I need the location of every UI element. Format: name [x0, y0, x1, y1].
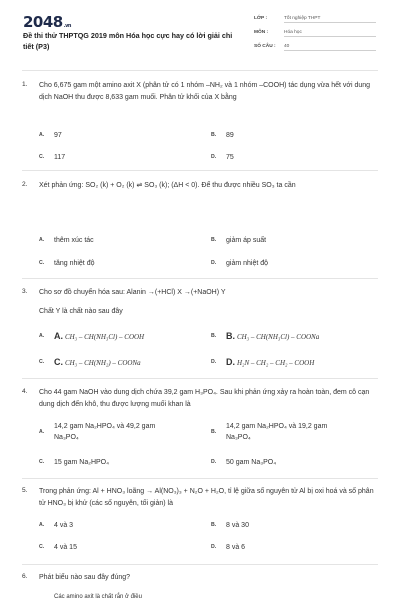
- question-text: Xét phản ứng: SO₂ (k) + O₂ (k) ⇌ SO₃ (k); (ΔH < 0). Để thu được nhiều SO₃ ta cần: [39, 182, 296, 189]
- question-text: Cho 6,675 gam một amino axit X (phân tử có 1 nhóm –NH₂ và 1 nhóm –COOH) tác dụng vừa hết với dung dịch NaOH thu được 8,633 gam muối. Phân tử khối của X bằng: [39, 82, 371, 101]
- question-subtext: Chất Y là chất nào sau đây: [39, 308, 123, 315]
- divider: [22, 378, 378, 379]
- question-number: 3.: [22, 288, 28, 295]
- question-number: 2.: [22, 181, 28, 188]
- question-text: Trong phản ứng: Al + HNO₃ loãng → Al(NO₃)₃ + N₂O + H₂O, tỉ lệ giữa số nguyên tử Al bị oxi hoá và số phân tử HNO₃ bị khử (các số nguyên, tối giản) là: [39, 488, 374, 507]
- question-text: Cho sơ đồ chuyển hóa sau: Alanin →(+HCl) X →(+NaOH) Y: [39, 289, 226, 296]
- page-title: Đề thi thử THPTQG 2019 môn Hóa học cực hay có lời giải chi tiết (P3): [23, 31, 233, 51]
- question-number: 4.: [22, 388, 28, 395]
- divider: [22, 70, 378, 71]
- question-subtext: Các amino axit là chất rắn ở điều: [54, 594, 142, 600]
- divider: [22, 478, 378, 479]
- divider: [22, 170, 378, 171]
- question-text: Cho 44 gam NaOH vào dung dịch chứa 39,2 gam H₃PO₄. Sau khi phản ứng xảy ra hoàn toàn, đem cô cạn dung dịch đến khô, thu được lượng muối khan là: [39, 389, 370, 408]
- divider: [22, 564, 378, 565]
- question-text: Phát biểu nào sau đây đúng?: [39, 574, 131, 581]
- question-number: 1.: [22, 81, 28, 88]
- divider: [22, 278, 378, 279]
- exam-meta: [254, 13, 376, 55]
- meta-count: SỐ CÂU : 40: [254, 41, 376, 55]
- question-number: 5.: [22, 487, 28, 494]
- question-number: 6.: [22, 573, 28, 580]
- site-logo[interactable]: 2048.vn: [23, 13, 71, 31]
- page-header: [0, 0, 400, 62]
- meta-subject: MÔN : Hóa học: [254, 27, 376, 41]
- meta-class: LỚP : Tốt nghiệp THPT: [254, 13, 376, 27]
